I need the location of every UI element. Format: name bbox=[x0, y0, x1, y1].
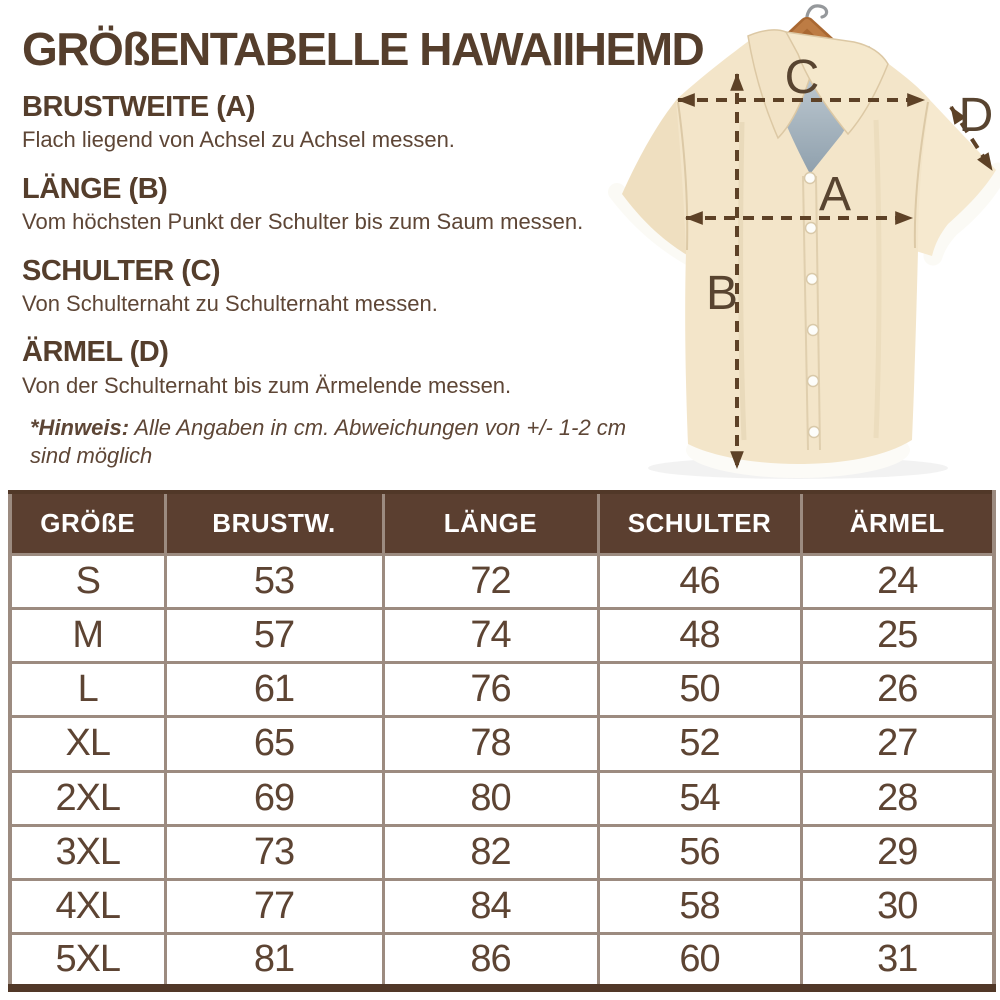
column-header: SCHULTER bbox=[598, 492, 801, 554]
value-cell: 29 bbox=[801, 825, 994, 879]
value-cell: 78 bbox=[383, 717, 598, 771]
value-cell: 77 bbox=[165, 880, 383, 934]
size-cell: S bbox=[10, 554, 165, 608]
measurement-instructions bbox=[22, 92, 662, 399]
value-cell: 56 bbox=[598, 825, 801, 879]
section-heading: ÄRMEL (D) bbox=[22, 336, 169, 369]
note bbox=[30, 414, 630, 469]
value-cell: 72 bbox=[383, 554, 598, 608]
size-cell: XL bbox=[10, 717, 165, 771]
value-cell: 86 bbox=[383, 934, 598, 988]
value-cell: 25 bbox=[801, 608, 994, 662]
value-cell: 50 bbox=[598, 663, 801, 717]
size-table-header bbox=[10, 492, 994, 554]
value-cell: 52 bbox=[598, 717, 801, 771]
size-cell: 3XL bbox=[10, 825, 165, 879]
note-text: Alle Angaben in cm. Abweichungen von +/- 1-2 cm sind möglich bbox=[30, 415, 627, 468]
table-row bbox=[10, 934, 994, 988]
value-cell: 74 bbox=[383, 608, 598, 662]
value-cell: 57 bbox=[165, 608, 383, 662]
table-row bbox=[10, 825, 994, 879]
table-row bbox=[10, 663, 994, 717]
label-sleeve-d: D bbox=[958, 89, 994, 142]
value-cell: 80 bbox=[383, 771, 598, 825]
size-table bbox=[8, 490, 996, 992]
section-description: Flach liegend von Achsel zu Achsel messen. bbox=[22, 127, 455, 153]
value-cell: 31 bbox=[801, 934, 994, 988]
section-heading: LÄNGE (B) bbox=[22, 172, 168, 205]
note-label: *Hinweis: bbox=[30, 415, 130, 441]
table-row bbox=[10, 717, 994, 771]
value-cell: 27 bbox=[801, 717, 994, 771]
section-heading: SCHULTER (C) bbox=[22, 254, 221, 287]
page-title: GRÖßENTABELLE HAWAIIHEMD bbox=[22, 23, 704, 75]
column-header: LÄNGE bbox=[383, 492, 598, 554]
value-cell: 81 bbox=[165, 934, 383, 988]
section-description: Von Schulternaht zu Schulternaht messen. bbox=[22, 291, 438, 317]
measurement-section bbox=[22, 256, 662, 318]
section-description: Vom höchsten Punkt der Schulter bis zum Saum messen. bbox=[22, 209, 584, 235]
section-description: Von der Schulternaht bis zum Ärmelende messen. bbox=[22, 372, 512, 398]
section-heading: BRUSTWEITE (A) bbox=[22, 91, 256, 123]
value-cell: 54 bbox=[598, 771, 801, 825]
label-chest-a: A bbox=[818, 168, 852, 221]
column-header: GRÖßE bbox=[10, 492, 165, 554]
size-table-body bbox=[10, 554, 994, 988]
value-cell: 28 bbox=[801, 771, 994, 825]
measurement-info-panel bbox=[22, 23, 704, 469]
size-cell: 2XL bbox=[10, 771, 165, 825]
size-cell: 4XL bbox=[10, 880, 165, 934]
value-cell: 69 bbox=[165, 771, 383, 825]
measurement-section bbox=[22, 337, 662, 399]
value-cell: 84 bbox=[383, 880, 598, 934]
label-shoulder-c: C bbox=[784, 51, 820, 104]
size-cell: M bbox=[10, 608, 165, 662]
table-row bbox=[10, 771, 994, 825]
table-row bbox=[10, 608, 994, 662]
value-cell: 26 bbox=[801, 663, 994, 717]
value-cell: 60 bbox=[598, 934, 801, 988]
value-cell: 48 bbox=[598, 608, 801, 662]
header-row bbox=[10, 492, 994, 554]
size-cell: L bbox=[10, 663, 165, 717]
measurement-section bbox=[22, 92, 662, 154]
table-row bbox=[10, 554, 994, 608]
value-cell: 53 bbox=[165, 554, 383, 608]
value-cell: 65 bbox=[165, 717, 383, 771]
value-cell: 30 bbox=[801, 880, 994, 934]
value-cell: 46 bbox=[598, 554, 801, 608]
value-cell: 82 bbox=[383, 825, 598, 879]
table-row bbox=[10, 880, 994, 934]
value-cell: 61 bbox=[165, 663, 383, 717]
label-length-b: B bbox=[705, 267, 739, 320]
size-cell: 5XL bbox=[10, 934, 165, 988]
column-header: ÄRMEL bbox=[801, 492, 994, 554]
value-cell: 58 bbox=[598, 880, 801, 934]
measurement-section bbox=[22, 174, 662, 236]
value-cell: 24 bbox=[801, 554, 994, 608]
value-cell: 73 bbox=[165, 825, 383, 879]
column-header: BRUSTW. bbox=[165, 492, 383, 554]
value-cell: 76 bbox=[383, 663, 598, 717]
